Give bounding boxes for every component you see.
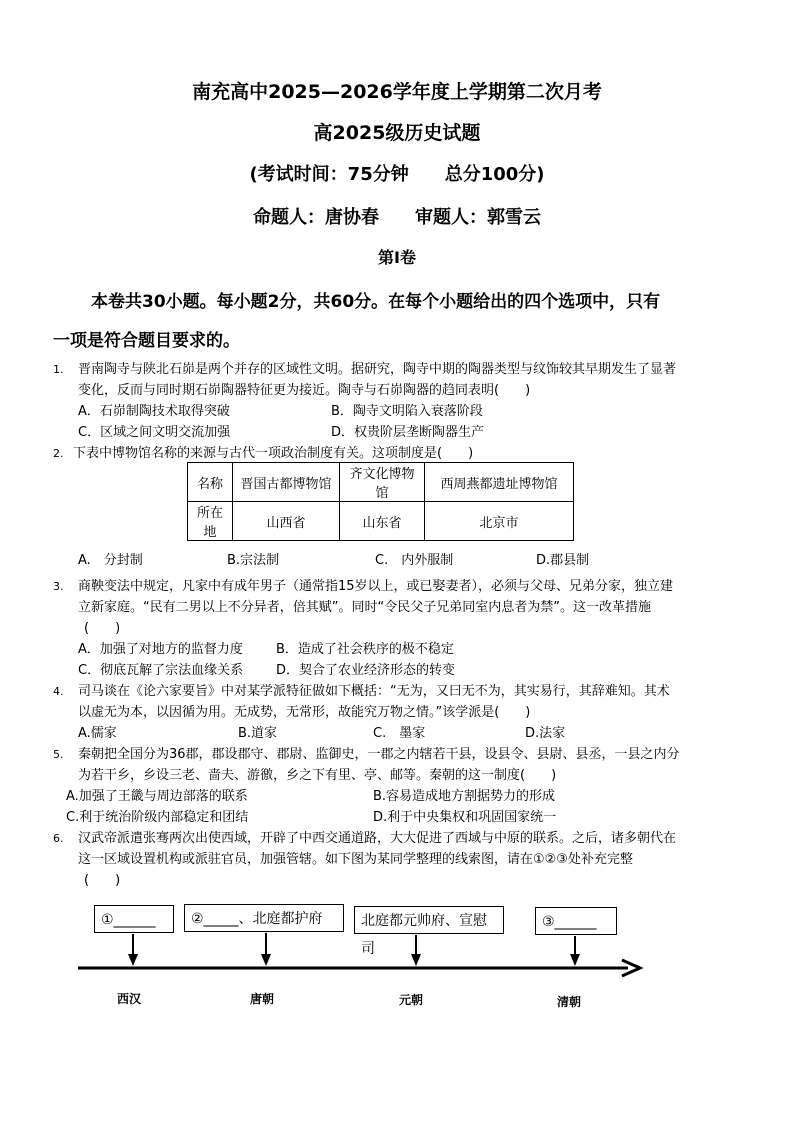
table-cell: 西周燕都遗址博物馆 xyxy=(425,463,574,502)
question-number: 3. xyxy=(53,580,64,593)
table-cell: 晋国古都博物馆 xyxy=(233,463,340,502)
q5-option-d[interactable]: D.利于中央集权和巩固国家统一 xyxy=(373,810,557,825)
question-number: 2. xyxy=(53,447,64,460)
q6-stem-line-3: ( ) xyxy=(84,873,121,888)
q1-option-d[interactable]: D．权贵阶层垄断陶器生产 xyxy=(331,425,485,440)
timeline-label-yuan: 元朝 xyxy=(399,993,424,1007)
table-cell: 名称 xyxy=(188,463,233,502)
q1-option-c[interactable]: C．区域之间文明交流加强 xyxy=(78,425,231,440)
table-cell: 山东省 xyxy=(340,502,425,541)
q4-stem-line-1: 司马谈在《论六家要旨》中对某学派特征做如下概括：“无为，又曰无不为，其实易行，其辞难知。其术 xyxy=(78,684,670,699)
question-number: 6. xyxy=(53,832,64,845)
table-cell: 北京市 xyxy=(425,502,574,541)
volume-label: 第Ⅰ卷 xyxy=(378,248,416,267)
q1-stem-line-1: 晋南陶寺与陕北石峁是两个并存的区域性文明。据研究，陶寺中期的陶器类型与纹饰较其早期发生了显著 xyxy=(78,362,677,377)
q4-option-d[interactable]: D.法家 xyxy=(525,726,566,741)
timeline-label-qing: 清朝 xyxy=(557,995,582,1009)
timeline-connector-heads xyxy=(128,954,580,966)
exam-title: 南充高中2025—2026学年度上学期第二次月考 xyxy=(192,81,602,103)
q5-option-a[interactable]: A.加强了王畿与周边部落的联系 xyxy=(66,789,248,804)
q2-stem: 下表中博物馆名称的来源与古代一项政治制度有关。这项制度是( ) xyxy=(73,446,474,461)
q4-option-c[interactable]: C. 墨家 xyxy=(373,726,426,741)
q2-option-d[interactable]: D.郡县制 xyxy=(536,553,590,568)
table-cell: 山西省 xyxy=(233,502,340,541)
table-cell: 所在地 xyxy=(188,502,233,541)
q3-option-b[interactable]: B．造成了社会秩序的极不稳定 xyxy=(276,642,454,657)
timeline-box-1: ①______ xyxy=(94,905,174,933)
q6-stem-line-1: 汉武帝派遣张骞两次出使西域，开辟了中西交通道路，大大促进了西域与中原的联系。之后，诸多朝代在 xyxy=(78,831,677,846)
q3-stem-line-3: ( ) xyxy=(84,621,121,636)
q3-option-a[interactable]: A．加强了对地方的监督力度 xyxy=(78,642,243,657)
exam-authors: 命题人：唐协春 审题人：郭雪云 xyxy=(253,207,541,228)
q2-option-b[interactable]: B.宗法制 xyxy=(227,553,280,568)
q5-stem-line-2: 为若干乡，乡设三老、啬夫、游徼，乡之下有里、亭、邮等。秦朝的这一制度( ) xyxy=(78,768,557,783)
q4-option-b[interactable]: B.道家 xyxy=(238,726,278,741)
q1-option-b[interactable]: B．陶寺文明陷入衰落阶段 xyxy=(331,404,483,419)
q3-stem-line-2: 立新家庭。“民有二男以上不分异者，倍其赋”。同时“令民父子兄弟同室内息者为禁”。这一改革措施 xyxy=(78,600,651,615)
question-number: 1. xyxy=(53,363,64,376)
timeline-label-tang: 唐朝 xyxy=(250,992,275,1006)
q4-option-a[interactable]: A.儒家 xyxy=(78,726,117,741)
q5-option-b[interactable]: B.容易造成地方割据势力的形成 xyxy=(373,789,556,804)
q3-stem-line-1: 商鞅变法中规定，凡家中有成年男子（通常指15岁以上，或已娶妻者），必须与父母、兄弟分家，独立建 xyxy=(78,579,674,594)
q2-option-a[interactable]: A. 分封制 xyxy=(78,553,143,568)
q3-option-c[interactable]: C．彻底瓦解了宗法血缘关系 xyxy=(78,663,244,678)
q1-option-a[interactable]: A．石峁制陶技术取得突破 xyxy=(78,404,230,419)
q2-option-c[interactable]: C. 内外服制 xyxy=(375,553,454,568)
timeline-box-3: 北庭都元帅府、宣慰司 xyxy=(354,906,504,934)
timeline-box-4: ③______ xyxy=(535,907,617,935)
exam-subtitle: 高2025级历史试题 xyxy=(313,122,481,144)
q4-stem-line-2: 以虚无为本，以因循为用。无成势，无常形，故能究万物之情。”该学派是( ) xyxy=(78,705,531,720)
table-cell: 齐文化博物馆 xyxy=(340,463,425,502)
q5-option-c[interactable]: C.利于统治阶级内部稳定和团结 xyxy=(66,810,249,825)
intro-line-2: 一项是符合题目要求的。 xyxy=(53,331,240,351)
question-number: 5. xyxy=(53,748,64,761)
q1-stem-line-2: 变化，反而与同时期石峁陶器特征更为接近。陶寺与石峁陶器的趋同表明( ) xyxy=(78,383,531,398)
timeline-box-2: ②_____、北庭都护府 xyxy=(184,904,344,932)
intro-line-1: 本卷共30小题。每小题2分，共60分。在每个小题给出的四个选项中，只有 xyxy=(91,292,661,312)
q5-stem-line-1: 秦朝把全国分为36郡，郡设郡守、郡尉、监御史，一郡之内辖若干县，设县令、县尉、县丞，一县之内分 xyxy=(78,747,680,762)
timeline-connectors xyxy=(133,933,575,958)
question-number: 4. xyxy=(53,685,64,698)
timeline-label-xihan: 西汉 xyxy=(117,992,142,1006)
q6-stem-line-2: 这一区域设置机构或派驻官员，加强管辖。如下图为某同学整理的线索图，请在①②③处补充完整 xyxy=(78,852,633,867)
q3-option-d[interactable]: D．契合了农业经济形态的转变 xyxy=(276,663,456,678)
exam-info: (考试时间：75分钟 总分100分) xyxy=(249,164,545,185)
